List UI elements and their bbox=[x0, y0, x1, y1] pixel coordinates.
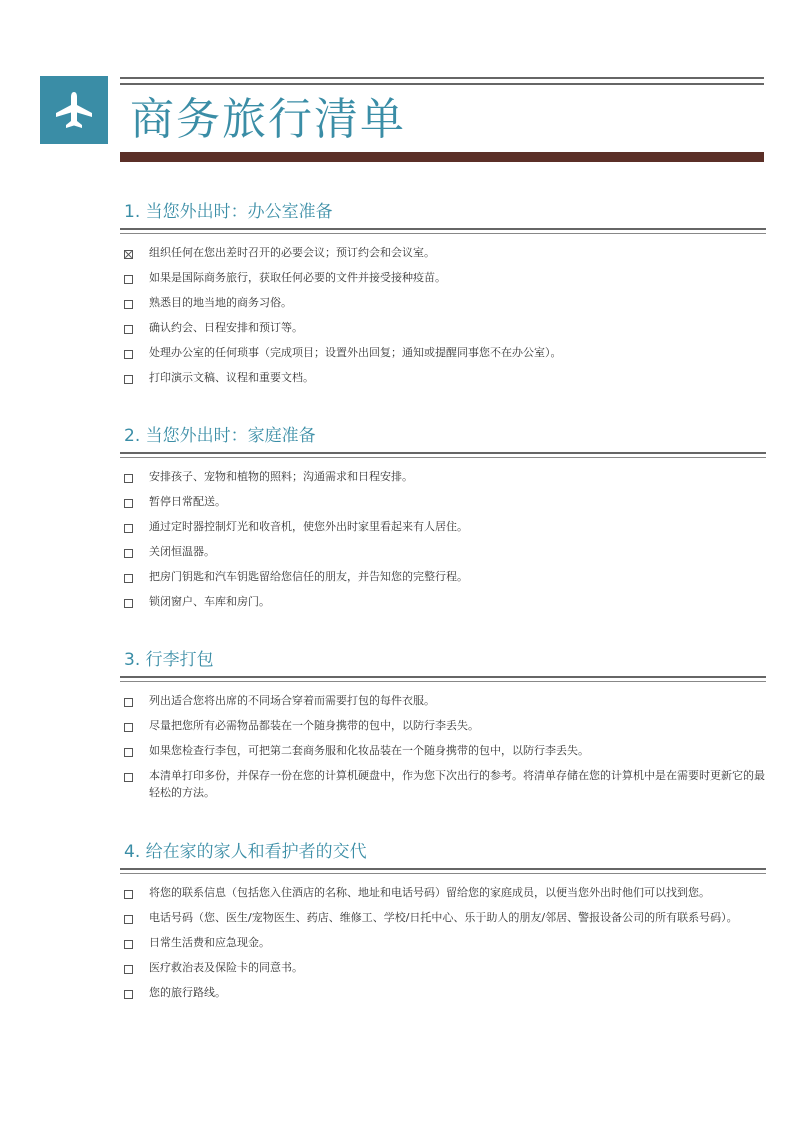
item-text: 关闭恒温器。 bbox=[149, 545, 215, 558]
section-title: 1. 当您外出时：办公室准备 bbox=[124, 202, 333, 222]
header-icon-box bbox=[40, 76, 108, 144]
checklist-item bbox=[120, 959, 766, 976]
item-text: 列出适合您将出席的不同场合穿着而需要打包的每件衣服。 bbox=[149, 694, 435, 707]
checkbox[interactable] bbox=[124, 375, 133, 384]
checkbox[interactable] bbox=[124, 940, 133, 949]
checkbox[interactable] bbox=[124, 275, 133, 284]
item-text: 组织任何在您出差时召开的必要会议；预订约会和会议室。 bbox=[149, 246, 435, 259]
checklist-item bbox=[120, 984, 766, 1001]
checkbox[interactable] bbox=[124, 524, 133, 533]
item-text: 将您的联系信息（包括您入住酒店的名称、地址和电话号码）留给您的家庭成员，以便当您外出时他们可以找到您。 bbox=[149, 886, 710, 899]
title-underline-bar bbox=[120, 152, 764, 162]
item-text: 暂停日常配送。 bbox=[149, 495, 226, 508]
checkbox[interactable] bbox=[124, 748, 133, 757]
checkbox[interactable] bbox=[124, 965, 133, 974]
item-text: 电话号码（您、医生/宠物医生、药店、维修工、学校/日托中心、乐于助人的朋友/邻居、警报设备公司的所有联系号码）。 bbox=[149, 911, 738, 924]
section-family-instructions bbox=[120, 840, 766, 1009]
section-rule-thin bbox=[120, 233, 766, 234]
item-text: 本清单打印多份，并保存一份在您的计算机硬盘中，作为您下次出行的参考。将清单存储在您的计算机中是在需要时更新它的最轻松的方法。 bbox=[149, 769, 765, 799]
item-text: 把房门钥匙和汽车钥匙留给您信任的朋友，并告知您的完整行程。 bbox=[149, 570, 468, 583]
checkbox[interactable] bbox=[124, 915, 133, 924]
section-rule bbox=[120, 452, 766, 454]
item-text: 日常生活费和应急现金。 bbox=[149, 936, 270, 949]
item-text: 熟悉目的地当地的商务习俗。 bbox=[149, 296, 292, 309]
airplane-icon bbox=[52, 88, 96, 132]
checklist-item bbox=[120, 717, 766, 734]
checklist-item bbox=[120, 244, 766, 261]
checklist-item bbox=[120, 593, 766, 610]
checkbox[interactable] bbox=[124, 698, 133, 707]
checkbox[interactable] bbox=[124, 773, 133, 782]
checkbox-checked[interactable] bbox=[124, 250, 133, 259]
checkbox[interactable] bbox=[124, 300, 133, 309]
checkbox[interactable] bbox=[124, 599, 133, 608]
checklist-item bbox=[120, 468, 766, 485]
section-title: 2. 当您外出时：家庭准备 bbox=[124, 426, 316, 446]
checklist-item bbox=[120, 344, 766, 361]
checklist-item bbox=[120, 767, 766, 801]
section-rule-thin bbox=[120, 457, 766, 458]
section-packing bbox=[120, 648, 766, 809]
item-text: 安排孩子、宠物和植物的照料；沟通需求和日程安排。 bbox=[149, 470, 413, 483]
checklist-item bbox=[120, 742, 766, 759]
checklist-item bbox=[120, 884, 766, 901]
checkbox[interactable] bbox=[124, 325, 133, 334]
section-rule bbox=[120, 868, 766, 870]
checklist-item bbox=[120, 909, 766, 926]
item-text: 如果您检查行李包，可把第二套商务服和化妆品装在一个随身携带的包中，以防行李丢失。 bbox=[149, 744, 589, 757]
section-rule-thin bbox=[120, 873, 766, 874]
checkbox[interactable] bbox=[124, 474, 133, 483]
page-title: 商务旅行清单 bbox=[130, 94, 406, 145]
checkbox[interactable] bbox=[124, 723, 133, 732]
checklist-item bbox=[120, 934, 766, 951]
item-text: 您的旅行路线。 bbox=[149, 986, 226, 999]
checkbox[interactable] bbox=[124, 574, 133, 583]
checklist-item bbox=[120, 269, 766, 286]
item-text: 尽量把您所有必需物品都装在一个随身携带的包中，以防行李丢失。 bbox=[149, 719, 479, 732]
item-text: 医疗救治表及保险卡的同意书。 bbox=[149, 961, 303, 974]
checkbox[interactable] bbox=[124, 499, 133, 508]
item-text: 如果是国际商务旅行，获取任何必要的文件并接受接种疫苗。 bbox=[149, 271, 446, 284]
checklist-item bbox=[120, 294, 766, 311]
section-office-prep bbox=[120, 200, 766, 394]
section-home-prep bbox=[120, 424, 766, 618]
header-top-rules bbox=[120, 77, 764, 89]
checkbox[interactable] bbox=[124, 549, 133, 558]
section-rule-thin bbox=[120, 681, 766, 682]
checkbox[interactable] bbox=[124, 890, 133, 899]
item-text: 确认约会、日程安排和预订等。 bbox=[149, 321, 303, 334]
checklist-item bbox=[120, 518, 766, 535]
checklist-item bbox=[120, 319, 766, 336]
checklist-item bbox=[120, 369, 766, 386]
section-rule bbox=[120, 228, 766, 230]
checklist-item bbox=[120, 543, 766, 560]
section-title: 4. 给在家的家人和看护者的交代 bbox=[124, 842, 367, 862]
checkbox[interactable] bbox=[124, 350, 133, 359]
checkbox[interactable] bbox=[124, 990, 133, 999]
item-text: 打印演示文稿、议程和重要文档。 bbox=[149, 371, 314, 384]
checklist-item bbox=[120, 692, 766, 709]
section-rule bbox=[120, 676, 766, 678]
section-title: 3. 行李打包 bbox=[124, 650, 214, 670]
checklist-item bbox=[120, 568, 766, 585]
checklist-item bbox=[120, 493, 766, 510]
item-text: 处理办公室的任何琐事（完成项目；设置外出回复；通知或提醒同事您不在办公室）。 bbox=[149, 346, 562, 359]
item-text: 通过定时器控制灯光和收音机，使您外出时家里看起来有人居住。 bbox=[149, 520, 468, 533]
item-text: 锁闭窗户、车库和房门。 bbox=[149, 595, 270, 608]
